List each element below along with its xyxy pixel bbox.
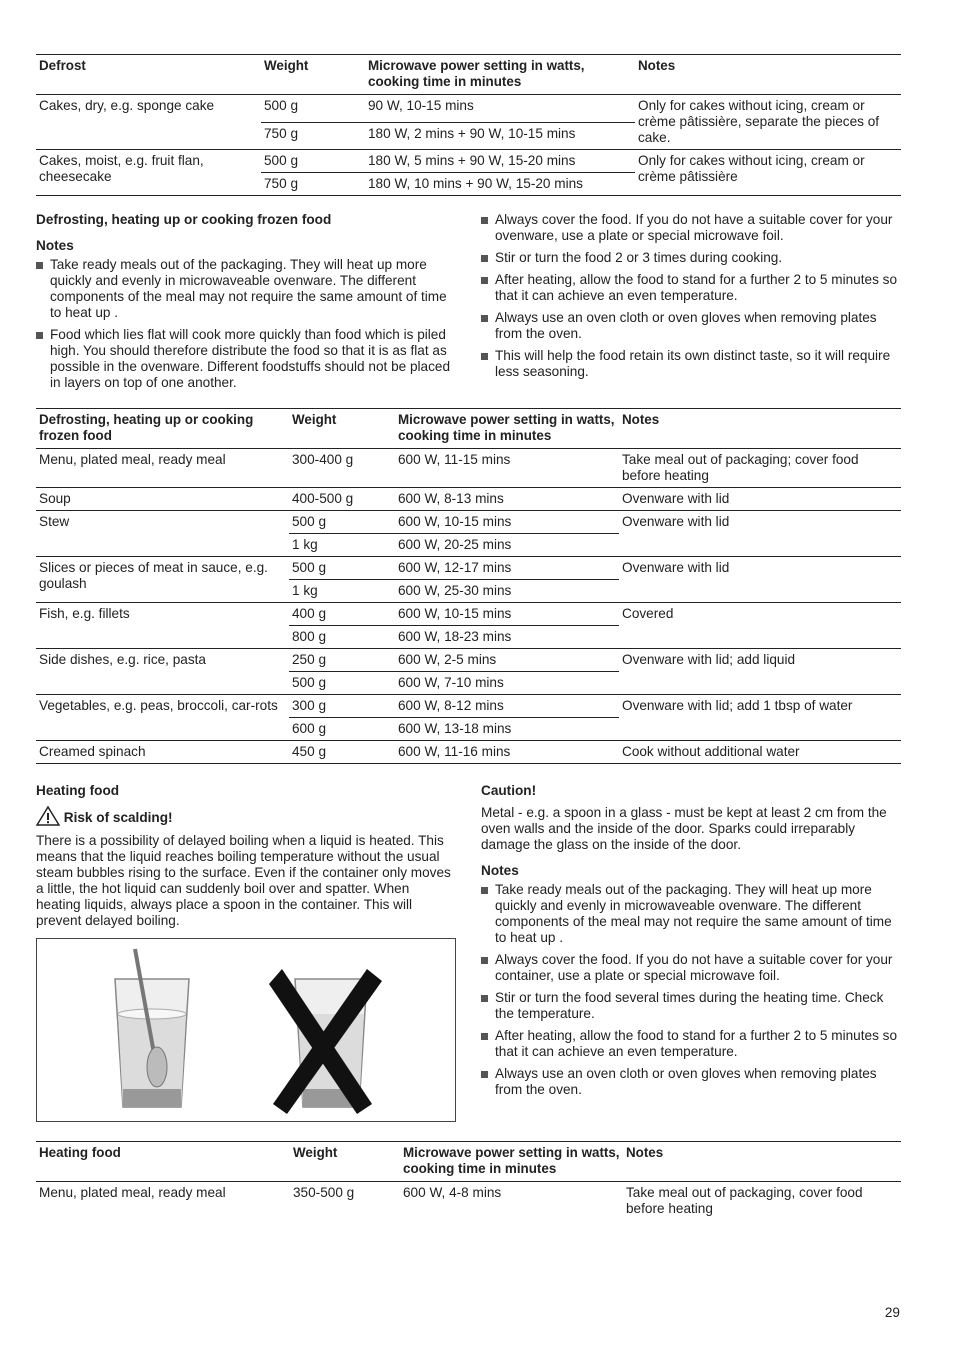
column-header: Weight bbox=[292, 412, 337, 427]
power-cell: 600 W, 11-15 mins bbox=[395, 449, 619, 488]
food-cell: Soup bbox=[36, 488, 289, 511]
bullet-square-icon bbox=[481, 315, 488, 322]
food-cell: Slices or pieces of meat in sauce, e.g. goulash bbox=[36, 557, 289, 603]
notes-cell: Covered bbox=[619, 603, 901, 649]
bullet-square-icon bbox=[481, 957, 488, 964]
food-cell: Menu, plated meal, ready meal bbox=[39, 1185, 226, 1200]
bullet-square-icon bbox=[481, 217, 488, 224]
table-row bbox=[36, 695, 901, 718]
notes-cell: Take meal out of packaging, cover food before heating bbox=[626, 1185, 863, 1216]
food-cell: Fish, e.g. fillets bbox=[36, 603, 289, 649]
list-item: Stir or turn the food several times during the heating time. Check the temperature. bbox=[481, 990, 901, 1022]
list-item: Always cover the food. If you do not have a suitable cover for your container, use a plate or special microwave foil. bbox=[481, 952, 901, 984]
table-row bbox=[36, 150, 901, 173]
power-cell: 600 W, 8-13 mins bbox=[395, 488, 619, 511]
table-header-row bbox=[36, 55, 901, 95]
power-cell: 600 W, 12-17 mins bbox=[395, 557, 619, 580]
power-cell: 600 W, 18-23 mins bbox=[395, 626, 619, 649]
bullet-square-icon bbox=[481, 887, 488, 894]
weight-cell: 500 g bbox=[289, 557, 395, 580]
notes-cell: Ovenware with lid; add liquid bbox=[619, 649, 901, 695]
bullet-square-icon bbox=[36, 262, 43, 269]
power-cell: 180 W, 10 mins + 90 W, 15-20 mins bbox=[365, 173, 635, 196]
weight-cell: 800 g bbox=[289, 626, 395, 649]
table-header-row bbox=[36, 1142, 901, 1182]
column-header: Heating food bbox=[39, 1145, 121, 1160]
frozen-food-table bbox=[36, 408, 901, 764]
power-cell: 600 W, 4-8 mins bbox=[403, 1185, 502, 1200]
notes-cell: Ovenware with lid; add 1 tbsp of water bbox=[619, 695, 901, 741]
weight-cell: 400 g bbox=[289, 603, 395, 626]
power-cell: 600 W, 20-25 mins bbox=[395, 534, 619, 557]
notes-cell: Cook without additional water bbox=[619, 741, 901, 764]
column-header: Notes bbox=[638, 58, 676, 73]
food-cell: Vegetables, e.g. peas, broccoli, car-rots bbox=[36, 695, 289, 741]
power-cell: 600 W, 7-10 mins bbox=[395, 672, 619, 695]
power-cell: 600 W, 8-12 mins bbox=[395, 695, 619, 718]
caution-paragraph: Metal - e.g. a spoon in a glass - must be kept at least 2 cm from the oven walls and the inside of the door. Sparks could irreparably damage the glass on the inside of the door. bbox=[481, 805, 887, 852]
notes-heading: Notes bbox=[481, 863, 519, 878]
weight-cell: 500 g bbox=[289, 672, 395, 695]
frozen-notes-right bbox=[481, 212, 901, 386]
food-cell: Cakes, moist, e.g. fruit flan, cheesecake bbox=[36, 150, 261, 196]
list-item: Stir or turn the food 2 or 3 times during cooking. bbox=[481, 250, 901, 266]
column-header: Defrosting, heating up or cooking frozen food bbox=[39, 412, 254, 443]
notes-cell: Ovenware with lid bbox=[619, 557, 901, 603]
heating-food-table bbox=[36, 1141, 901, 1220]
bullet-square-icon bbox=[36, 332, 43, 339]
list-item: Always cover the food. If you do not have a suitable cover for your ovenware, use a plate or special microwave foil. bbox=[481, 212, 901, 244]
notes-cell: Ovenware with lid bbox=[619, 511, 901, 557]
column-header: Notes bbox=[622, 412, 660, 427]
bullet-square-icon bbox=[481, 995, 488, 1002]
power-cell: 600 W, 2-5 mins bbox=[395, 649, 619, 672]
weight-cell: 300 g bbox=[289, 695, 395, 718]
section-heading-frozen: Defrosting, heating up or cooking frozen food bbox=[36, 212, 332, 227]
table-row bbox=[36, 449, 901, 488]
weight-cell: 450 g bbox=[289, 741, 395, 764]
column-header: Weight bbox=[264, 58, 309, 73]
table-row bbox=[36, 511, 901, 534]
food-cell: Creamed spinach bbox=[36, 741, 289, 764]
weight-cell: 500 g bbox=[261, 150, 365, 173]
food-cell: Cakes, dry, e.g. sponge cake bbox=[36, 95, 261, 150]
weight-cell: 1 kg bbox=[289, 580, 395, 603]
page-number: 29 bbox=[884, 1305, 900, 1320]
list-item: After heating, allow the food to stand for a further 2 to 5 minutes so that it can achieve an even temperature. bbox=[481, 272, 901, 304]
bullet-square-icon bbox=[481, 1071, 488, 1078]
power-cell: 600 W, 25-30 mins bbox=[395, 580, 619, 603]
column-header: Microwave power setting in watts, cooking time in minutes bbox=[398, 412, 615, 443]
table-row bbox=[36, 741, 901, 764]
glass-illustration bbox=[37, 939, 455, 1121]
weight-cell: 1 kg bbox=[289, 534, 395, 557]
weight-cell: 750 g bbox=[261, 122, 365, 150]
table-row bbox=[36, 603, 901, 626]
bullet-square-icon bbox=[481, 353, 488, 360]
bullet-square-icon bbox=[481, 255, 488, 262]
notes-cell: Take meal out of packaging; cover food before heating bbox=[619, 449, 901, 488]
warning-label: Risk of scalding! bbox=[63, 810, 173, 825]
section-heading-heating: Heating food bbox=[36, 783, 120, 798]
power-cell: 600 W, 10-15 mins bbox=[395, 603, 619, 626]
power-cell: 90 W, 10-15 mins bbox=[365, 95, 635, 123]
heating-notes bbox=[481, 882, 901, 1104]
list-item: Always use an oven cloth or oven gloves when removing plates from the oven. bbox=[481, 1066, 901, 1098]
table-row bbox=[36, 649, 901, 672]
notes-cell: Only for cakes without icing, cream or crème pâtissière, separate the pieces of cake. bbox=[635, 95, 901, 150]
weight-cell: 250 g bbox=[289, 649, 395, 672]
weight-cell: 350-500 g bbox=[293, 1185, 355, 1200]
food-cell: Menu, plated meal, ready meal bbox=[36, 449, 289, 488]
column-header: Notes bbox=[626, 1145, 664, 1160]
power-cell: 180 W, 5 mins + 90 W, 15-20 mins bbox=[365, 150, 635, 173]
weight-cell: 300-400 g bbox=[289, 449, 395, 488]
notes-cell: Only for cakes without icing, cream or crème pâtissière bbox=[635, 150, 901, 196]
weight-cell: 600 g bbox=[289, 718, 395, 741]
table-row bbox=[36, 1182, 901, 1221]
power-cell: 180 W, 2 mins + 90 W, 10-15 mins bbox=[365, 122, 635, 150]
power-cell: 600 W, 10-15 mins bbox=[395, 511, 619, 534]
list-item: This will help the food retain its own distinct taste, so it will require less seasoning. bbox=[481, 348, 901, 380]
weight-cell: 750 g bbox=[261, 173, 365, 196]
table-row bbox=[36, 557, 901, 580]
table-header-row bbox=[36, 409, 901, 449]
column-header: Microwave power setting in watts, cooking time in minutes bbox=[368, 58, 585, 89]
table-row bbox=[36, 488, 901, 511]
food-cell: Side dishes, e.g. rice, pasta bbox=[36, 649, 289, 695]
glass-illustration-box bbox=[36, 938, 456, 1122]
notes-cell: Ovenware with lid bbox=[619, 488, 901, 511]
warning-line bbox=[36, 806, 173, 826]
frozen-notes-left bbox=[36, 257, 456, 397]
table-row bbox=[36, 95, 901, 123]
bullet-square-icon bbox=[481, 277, 488, 284]
column-header: Weight bbox=[293, 1145, 338, 1160]
power-cell: 600 W, 11-16 mins bbox=[395, 741, 619, 764]
bullet-square-icon bbox=[481, 1033, 488, 1040]
list-item: Take ready meals out of the packaging. They will heat up more quickly and evenly in microwaveable ovenware. The different components of the meal may not require the same amount of time to heat up . bbox=[481, 882, 901, 946]
power-cell: 600 W, 13-18 mins bbox=[395, 718, 619, 741]
weight-cell: 500 g bbox=[289, 511, 395, 534]
list-item: Always use an oven cloth or oven gloves when removing plates from the oven. bbox=[481, 310, 901, 342]
list-item: Take ready meals out of the packaging. They will heat up more quickly and evenly in microwaveable ovenware. The different components of the meal may not require the same amount of time to heat up . bbox=[36, 257, 456, 321]
caution-heading: Caution! bbox=[481, 783, 537, 798]
list-item: Food which lies flat will cook more quickly than food which is piled high. You should therefore distribute the food so that it is as flat as possible in the ovenware. Different foodstuffs should not be placed in layers on top of one another. bbox=[36, 327, 456, 391]
column-header: Microwave power setting in watts, cooking time in minutes bbox=[403, 1145, 620, 1176]
scalding-paragraph: There is a possibility of delayed boiling when a liquid is heated. This means that the liquid reaches boiling temperature without the usual steam bubbles rising to the surface. Even if the container only moves a little, the hot liquid can suddenly boil over and spatter. When heating liquids, always place a spoon in the container. This will prevent delayed boiling. bbox=[36, 833, 451, 928]
glass-crossed-out-illustration bbox=[269, 969, 382, 1114]
food-cell: Stew bbox=[36, 511, 289, 557]
notes-heading: Notes bbox=[36, 238, 74, 253]
list-item: After heating, allow the food to stand for a further 2 to 5 minutes so that it can achieve an even temperature. bbox=[481, 1028, 901, 1060]
column-header: Defrost bbox=[39, 58, 86, 73]
warning-triangle-icon bbox=[36, 806, 60, 826]
weight-cell: 500 g bbox=[261, 95, 365, 123]
glass-with-spoon-illustration bbox=[115, 949, 189, 1107]
weight-cell: 400-500 g bbox=[289, 488, 395, 511]
defrost-table bbox=[36, 54, 901, 196]
